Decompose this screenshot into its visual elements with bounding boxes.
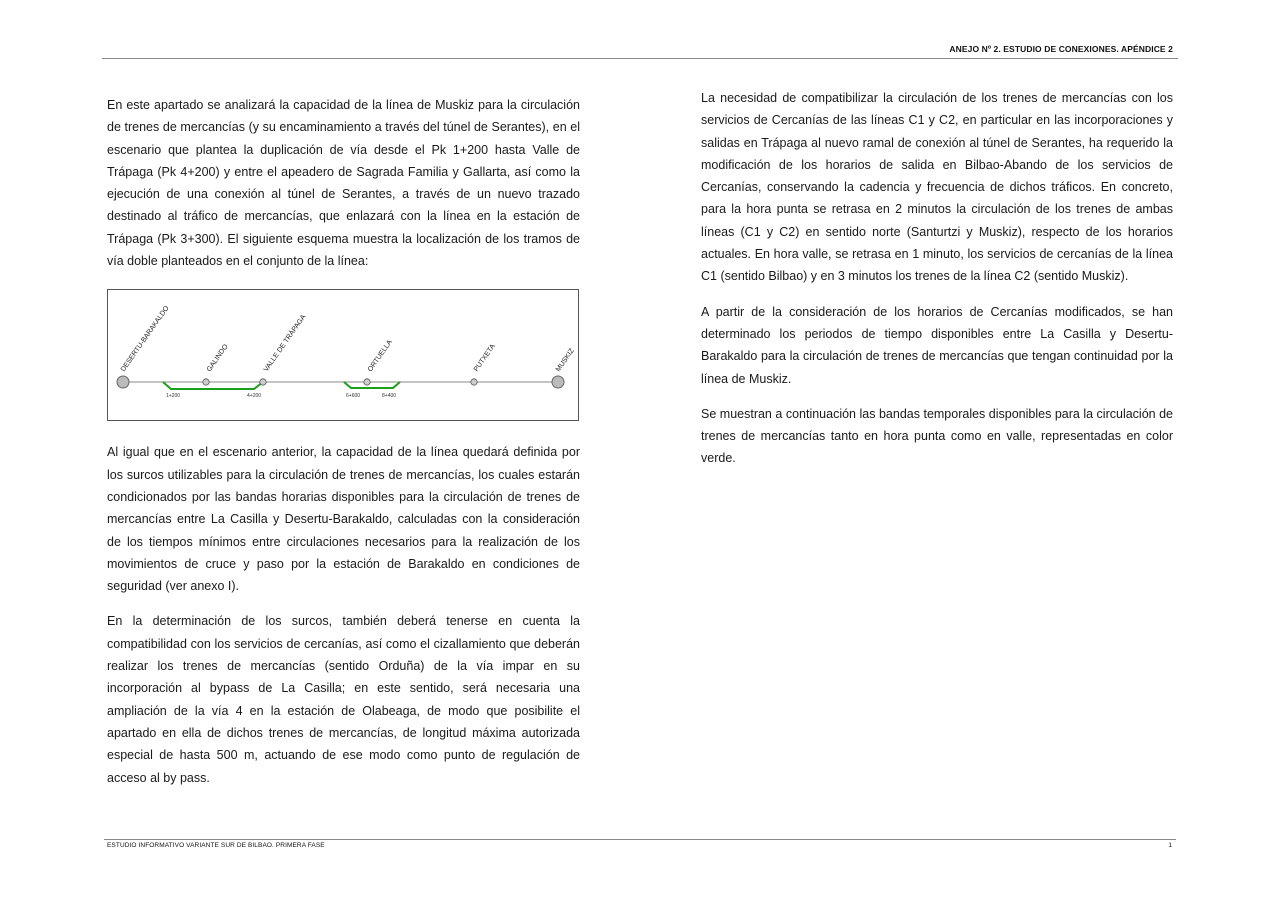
paragraph: La necesidad de compatibilizar la circulación de los trenes de mercancías con los servicios de Cercanías de las líneas C1 y C2, en particular en las incorporaciones y salidas en Trápaga al nuevo ramal de conexión al túnel de Serantes, ha requerido la modificación de los horarios de salida en Bilbao-Abando de los servicios de Cercanías, conservando la cadencia y frecuencia de dichos tráficos. En concreto, para la hora punta se retrasa en 2 minutos la circulación de los trenes de ambas líneas (C1 y C2) en sentido norte (Santurtzi y Muskiz), respecto de los horarios actuales. En hora valle, se retrasa en 1 minuto, los servicios de cercanías de la línea C1 (sentido Bilbao) y en 3 minutos los trenes de la línea C2 (sentido Muskiz). bbox=[701, 91, 1173, 284]
page-number: 1 bbox=[1168, 842, 1172, 849]
double-track-section-1 bbox=[163, 382, 263, 389]
station-marker-muskiz bbox=[552, 376, 564, 388]
pk-label: 1+200 bbox=[166, 393, 181, 400]
station-label-muskiz: MUSKIZ bbox=[554, 347, 576, 374]
paragraph: A partir de la consideración de los horarios de Cercanías modificados, se han determinado los periodos de tiempo disponibles entre La Casilla y Desertu-Barakaldo para la circulación de trenes de mercancías que tengan continuidad por la línea de Muskiz. bbox=[701, 304, 1173, 386]
station-label-putxeta: PUTXETA bbox=[472, 343, 497, 374]
paragraph: Se muestran a continuación las bandas temporales disponibles para la circulación de trenes de mercancías tanto en hora punta como en valle, representadas en color verde. bbox=[701, 406, 1173, 466]
station-label-galindo: GALINDO bbox=[205, 343, 230, 374]
paragraph: En este apartado se analizará la capacidad de la línea de Muskiz para la circulación de trenes de mercancías (y su encaminamiento a través del túnel de Serantes), en el escenario que plantea la duplicación de vía desde el Pk 1+200 hasta Valle de Trápaga (Pk 4+200) y entre el apeadero de Sagrada Familia y Gallarta, así como la ejecución de una conexión al túnel de Serantes, a través de un nuevo trazado destinado al tráfico de mercancías, que enlazará con la línea en la estación de Trápaga (Pk 3+300). El siguiente esquema muestra la localización de los tramos de vía doble planteados en el conjunto de la línea: bbox=[107, 98, 580, 269]
line-diagram-svg bbox=[108, 290, 578, 420]
station-marker-valle-de-trapaga bbox=[260, 379, 266, 385]
station-label-desertu-barakaldo: DESERTU-BARAKALDO bbox=[119, 305, 171, 374]
station-label-valle-de-trapaga: VALLE DE TRÁPAGA bbox=[262, 314, 308, 374]
document-header: ANEJO Nº 2. ESTUDIO DE CONEXIONES. APÉNDICE 2 bbox=[949, 44, 1173, 54]
pk-label: 8+400 bbox=[382, 393, 397, 400]
right-column bbox=[701, 87, 1173, 483]
header-divider bbox=[102, 58, 1178, 59]
paragraph: En la determinación de los surcos, también deberá tenerse en cuenta la compatibilidad con los servicios de cercanías, así como el cizallamiento que deberán realizar los trenes de mercancías (sentido Orduña) de la vía impar en su incorporación al bypass de La Casilla; en este sentido, será necesaria una ampliación de la vía 4 en la estación de Olabeaga, de modo que posibilite el apartado en ella de dichos trenes de mercancías, de longitud máxima autorizada especial de hasta 500 m, actuando de ese modo como punto de regulación de acceso al by pass. bbox=[107, 614, 580, 785]
station-label-ortuella: ORTUELLA bbox=[366, 339, 394, 374]
paragraph: Al igual que en el escenario anterior, la capacidad de la línea quedará definida por los surcos utilizables para la circulación de trenes de mercancías, los cuales estarán condicionados por las bandas horarias disponibles para la circulación de trenes de mercancías entre La Casilla y Desertu-Barakaldo, calculadas con la consideración de los tiempos mínimos entre circulaciones necesarios para la realización de los movimientos de cruce y paso por la estación de Barakaldo en condiciones de seguridad (ver anexo I). bbox=[107, 445, 580, 594]
station-marker-desertu-barakaldo bbox=[117, 376, 129, 388]
station-marker-galindo bbox=[203, 379, 209, 385]
station-marker-ortuella bbox=[364, 379, 370, 385]
footer-divider bbox=[104, 839, 1176, 840]
document-footer: ESTUDIO INFORMATIVO VARIANTE SUR DE BILBAO. PRIMERA FASE bbox=[107, 842, 325, 849]
line-diagram bbox=[107, 289, 579, 421]
station-marker-putxeta bbox=[471, 379, 477, 385]
left-column bbox=[107, 94, 580, 802]
double-track-section-2 bbox=[344, 382, 400, 388]
pk-label: 4+200 bbox=[247, 393, 262, 400]
pk-label: 6+600 bbox=[346, 393, 361, 400]
